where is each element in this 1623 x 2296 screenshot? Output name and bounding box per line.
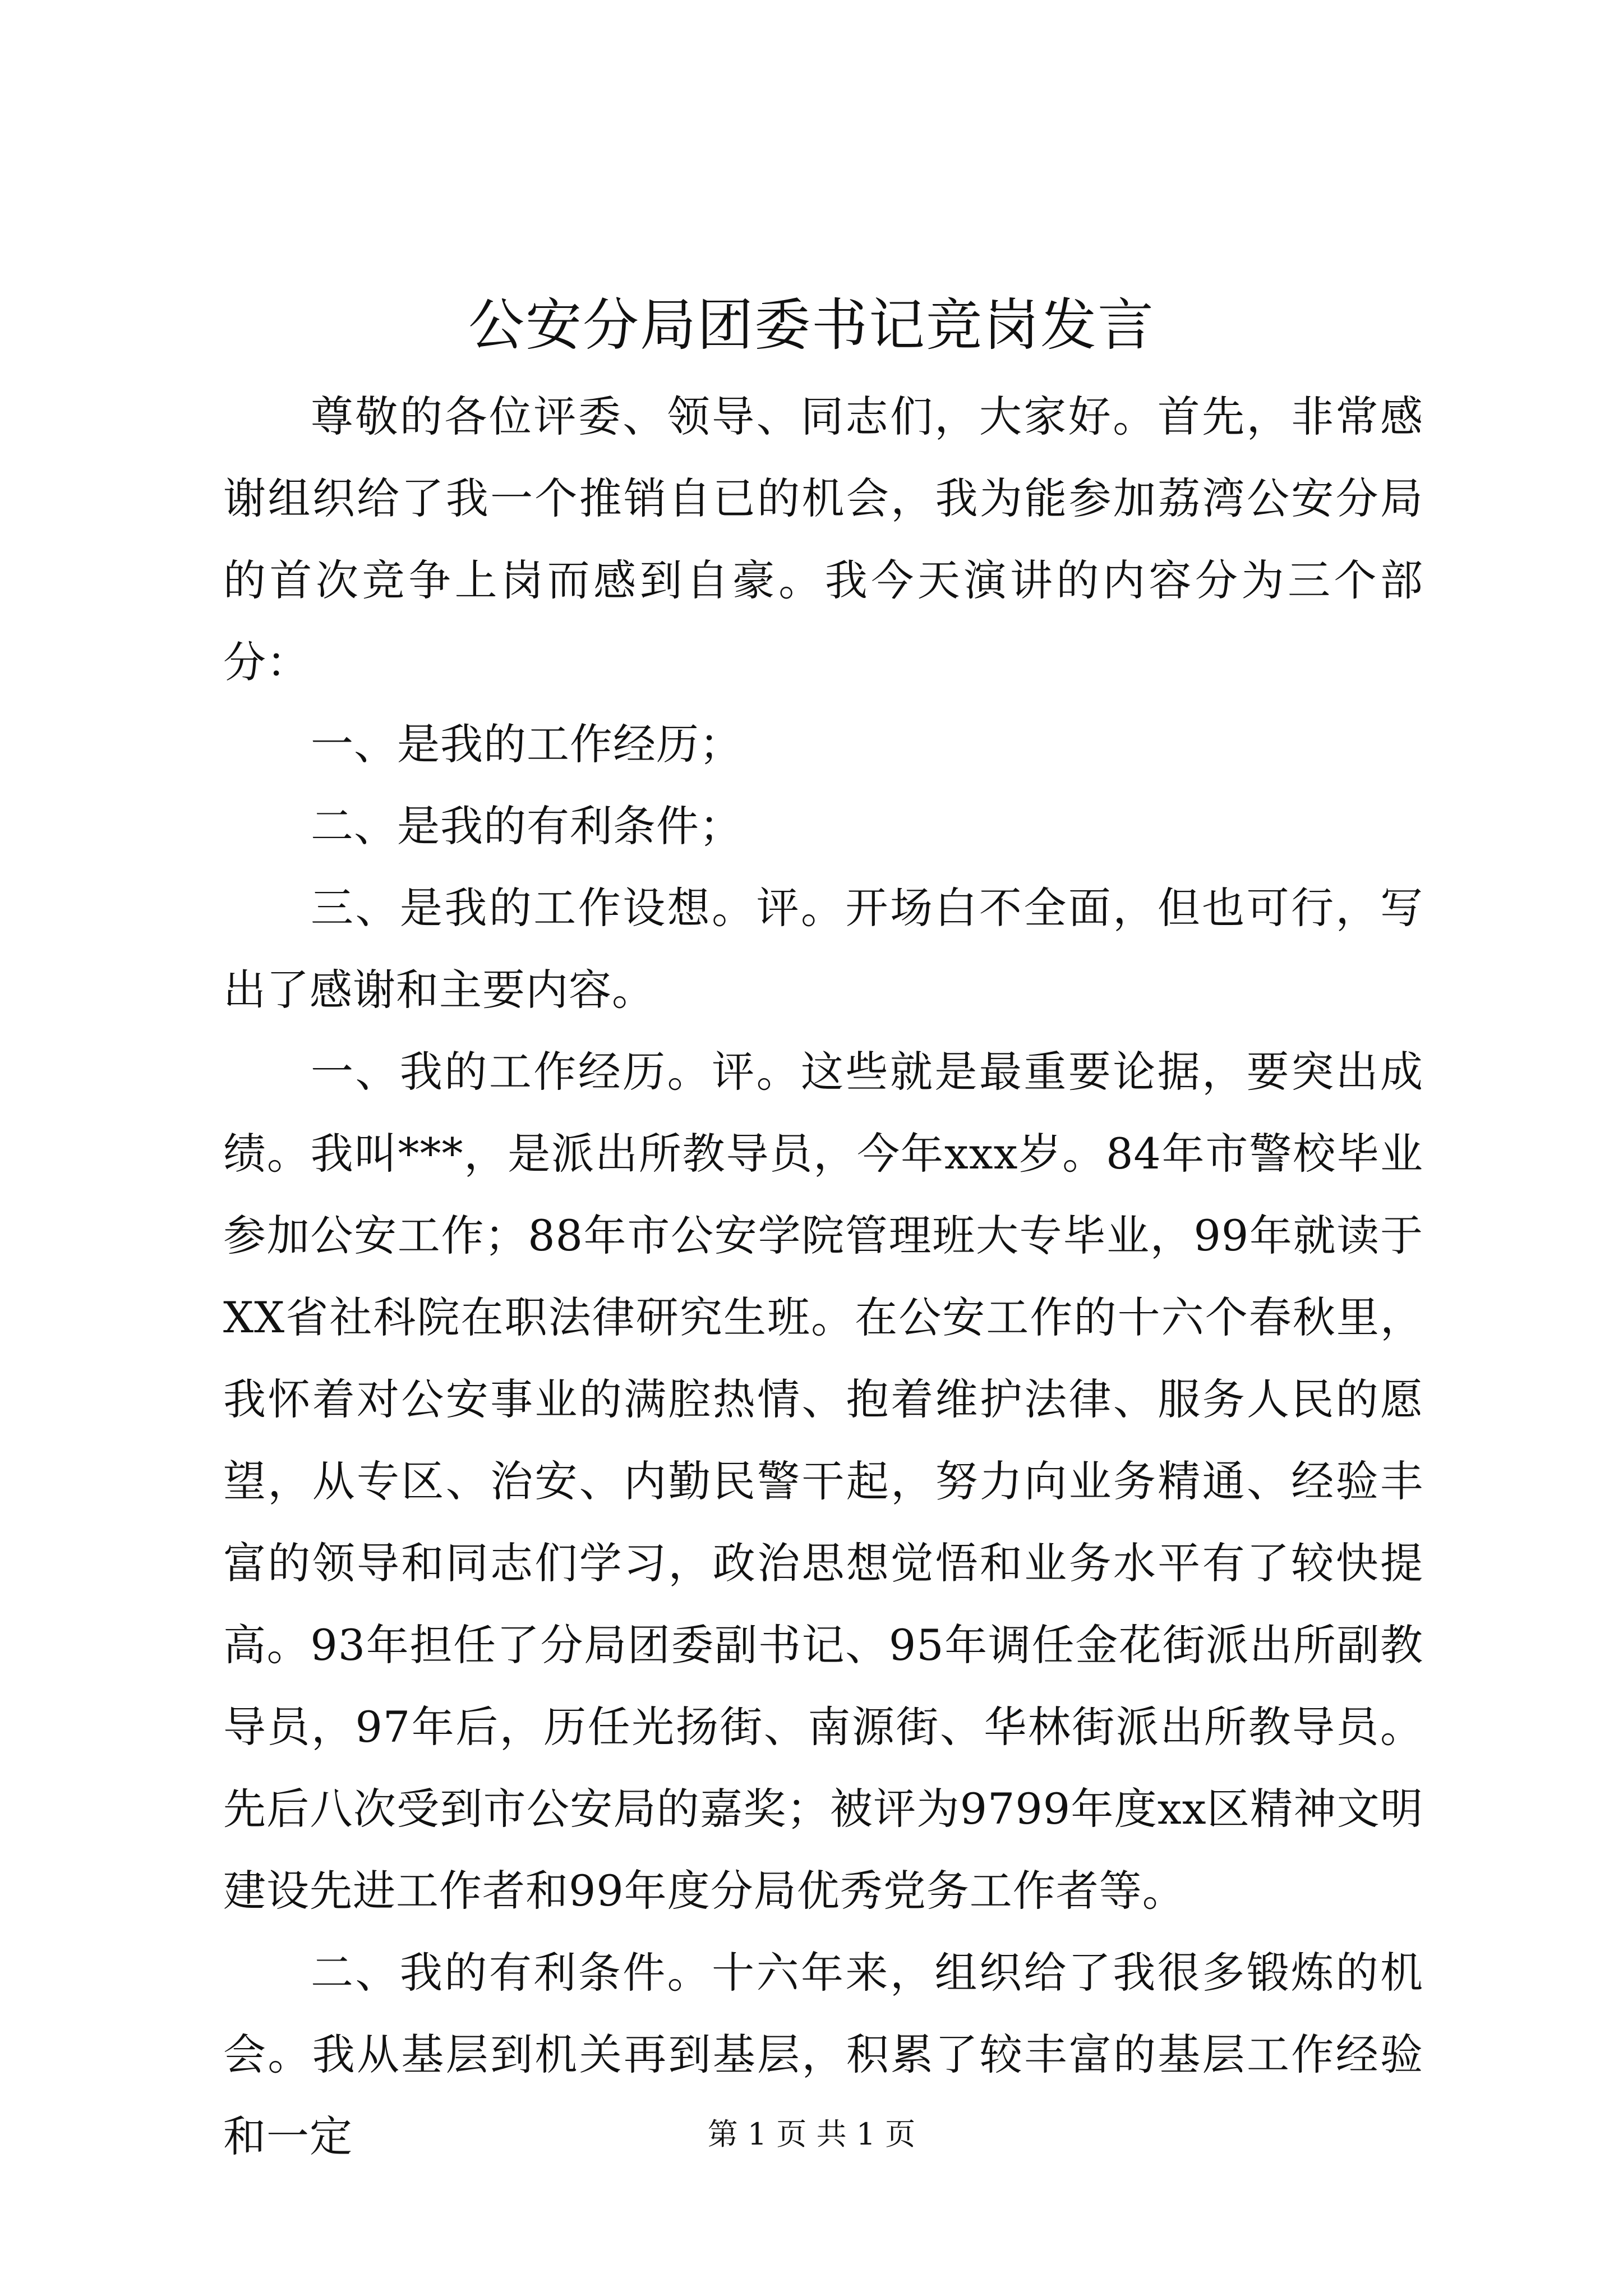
paragraph-outline-2: 二、是我的有利条件； [311, 801, 743, 851]
paragraph-work-history: 一、我的工作经历。评。这些就是最重要论据，要突出成绩。我叫***，是派出所教导员，今年xxx岁。84年市警校毕业参加公安工作；88年市公安学院管理班大专毕业，99年就读于XX省社科院在职法律研究生班。在公安工作的十六个春秋里，我怀着对公安事业的满腔热情、抱着维护法律、服务人民的愿望，从专区、治安、内勤民警干起，努力向业务精通、经验丰富的领导和同志们学习，政治思想觉悟和业务水平有了较快提高。93年担任了分局团委副书记、95年调任金花街派出所副教导员，97年后，历任光扬街、南源街、华林街派出所教导员。先后八次受到市公安局的嘉奖；被评为9799年度xx区精神文明建设先进工作者和99年度分局优秀党务工作者等。 [223, 1047, 1423, 1916]
paragraph-outline-3: 三、是我的工作设想。评。开场白不全面，但也可行，写出了感谢和主要内容。 [223, 883, 1423, 1015]
document-title: 公安分局团委书记竞岗发言 [468, 292, 1155, 358]
page-number-footer: 第 1 页 共 1 页 [707, 2116, 916, 2152]
document-body [223, 376, 1423, 2178]
paragraph-advantages: 二、我的有利条件。十六年来，组织给了我很多锻炼的机会。我从基层到机关再到基层，积累了较丰富的基层工作经验和一定 [223, 1948, 1423, 2161]
paragraph-greeting: 尊敬的各位评委、领导、同志们，大家好。首先，非常感谢组织给了我一个推销自已的机会，我为能参加荔湾公安分局的首次竞争上岗而感到自豪。我今天演讲的内容分为三个部分： [223, 392, 1423, 687]
paragraph-outline-1: 一、是我的工作经历； [311, 719, 743, 769]
